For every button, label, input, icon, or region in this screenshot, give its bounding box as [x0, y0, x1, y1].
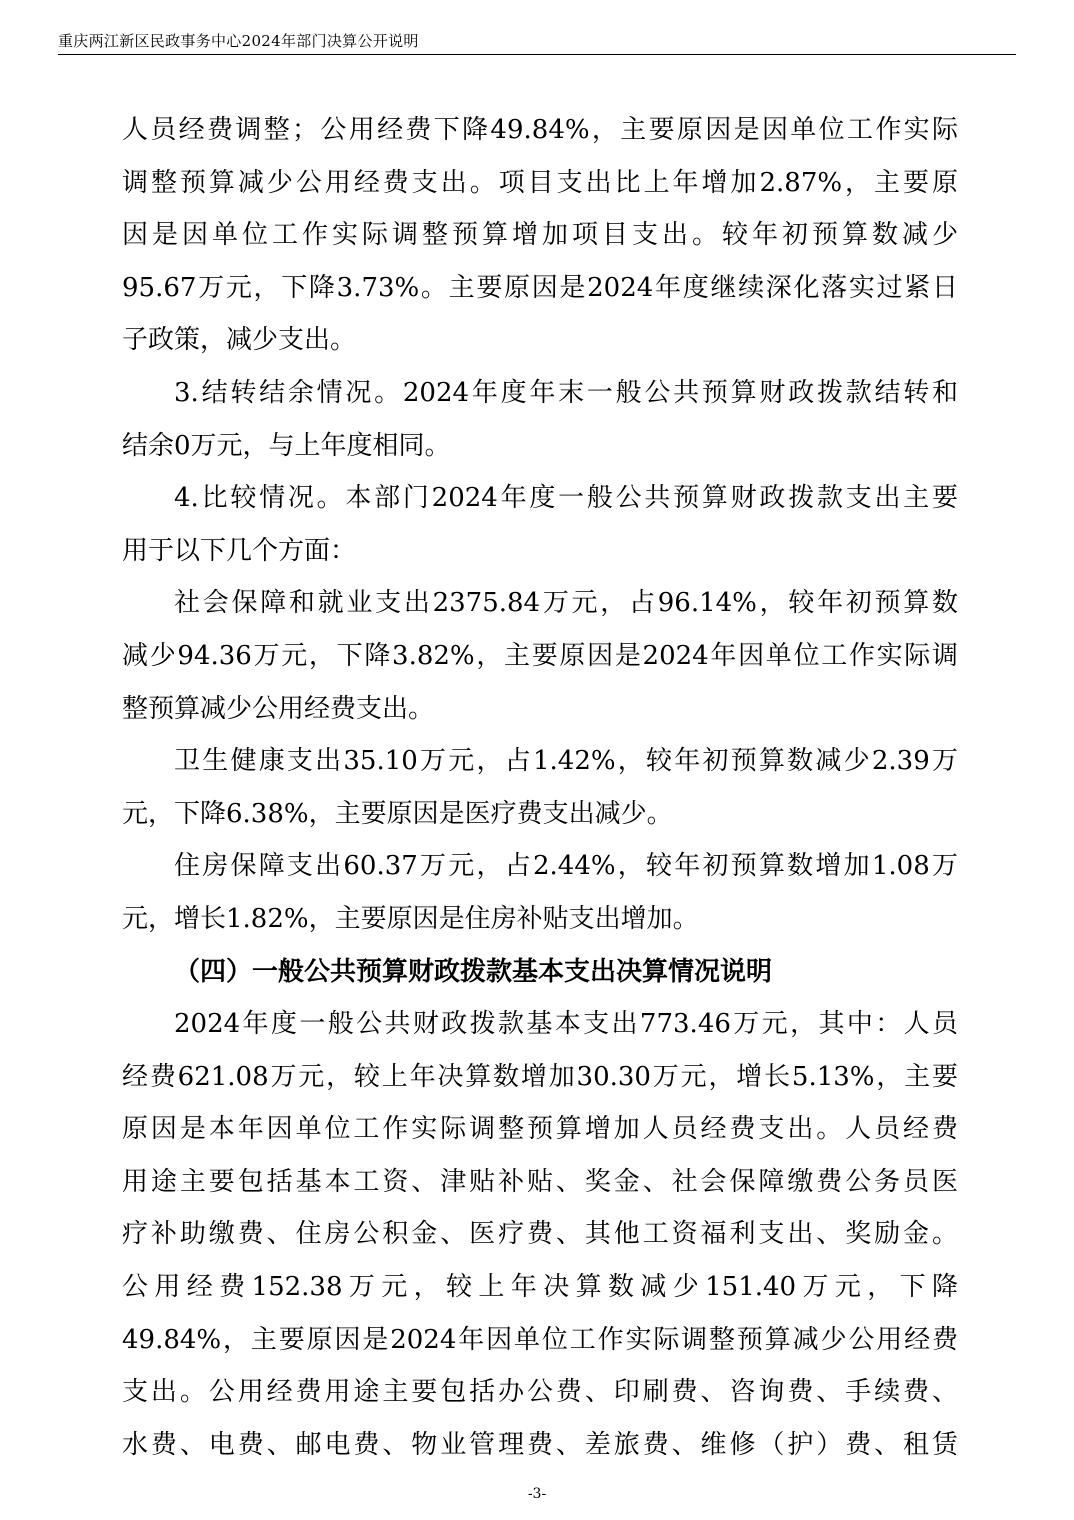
body-line-07: 结余0万元，与上年度相同。: [122, 430, 451, 461]
body-line-14: 元，下降6.38%，主要原因是医疗费支出减少。: [122, 798, 673, 829]
body-line-25: 支出。公用经费用途主要包括办公费、印刷费、咨询费、手续费、: [122, 1377, 958, 1408]
body-line-09: 用于以下几个方面：: [122, 535, 357, 566]
page-number: -3-: [527, 1486, 547, 1502]
page-header-title: 重庆两江新区民政事务中心2024年部门决算公开说明: [58, 32, 419, 50]
body-line-04: 95.67万元，下降3.73%。主要原因是2024年度继续深化落实过紧日: [122, 272, 958, 303]
body-line-18: 2024年度一般公共财政拨款基本支出773.46万元，其中：人员: [174, 1009, 958, 1040]
body-line-06: 3.结转结余情况。2024年度年末一般公共预算财政拨款结转和: [174, 377, 958, 408]
body-line-10: 社会保障和就业支出2375.84万元，占96.14%，较年初预算数: [174, 588, 958, 619]
body-line-08: 4.比较情况。本部门2024年度一般公共预算财政拨款支出主要: [174, 483, 958, 514]
body-line-20: 原因是本年因单位工作实际调整预算增加人员经费支出。人员经费: [122, 1114, 958, 1145]
body-line-26: 水费、电费、邮电费、物业管理费、差旅费、维修（护）费、租赁: [122, 1429, 958, 1460]
body-line-23: 公用经费152.38万元，较上年决算数减少151.40万元，下降: [122, 1272, 958, 1303]
body-line-15: 住房保障支出60.37万元，占2.44%，较年初预算数增加1.08万: [174, 851, 958, 882]
body-line-13: 卫生健康支出35.10万元，占1.42%，较年初预算数减少2.39万: [174, 746, 958, 777]
body-line-16: 元，增长1.82%，主要原因是住房补贴支出增加。: [122, 903, 699, 934]
body-line-21: 用途主要包括基本工资、津贴补贴、奖金、社会保障缴费公务员医: [122, 1166, 958, 1197]
body-line-19: 经费621.08万元，较上年决算数增加30.30万元，增长5.13%，主要: [122, 1061, 958, 1092]
body-line-01: 人员经费调整；公用经费下降49.84%，主要原因是因单位工作实际: [122, 115, 958, 145]
body-line-05: 子政策，减少支出。: [122, 325, 357, 356]
body-line-11: 减少94.36万元，下降3.82%，主要原因是2024年因单位工作实际调: [122, 640, 958, 671]
body-line-24: 49.84%，主要原因是2024年因单位工作实际调整预算减少公用经费: [122, 1324, 958, 1355]
body-line-22: 疗补助缴费、住房公积金、医疗费、其他工资福利支出、奖励金。: [122, 1219, 958, 1250]
body-line-12: 整预算减少公用经费支出。: [122, 693, 435, 724]
section-heading: （四）一般公共预算财政拨款基本支出决算情况说明: [174, 956, 773, 987]
body-line-02: 调整预算减少公用经费支出。项目支出比上年增加2.87%，主要原: [122, 167, 958, 198]
header-divider: [58, 54, 1016, 55]
body-line-03: 因是因单位工作实际调整预算增加项目支出。较年初预算数减少: [122, 220, 958, 251]
document-body: [122, 104, 958, 1471]
